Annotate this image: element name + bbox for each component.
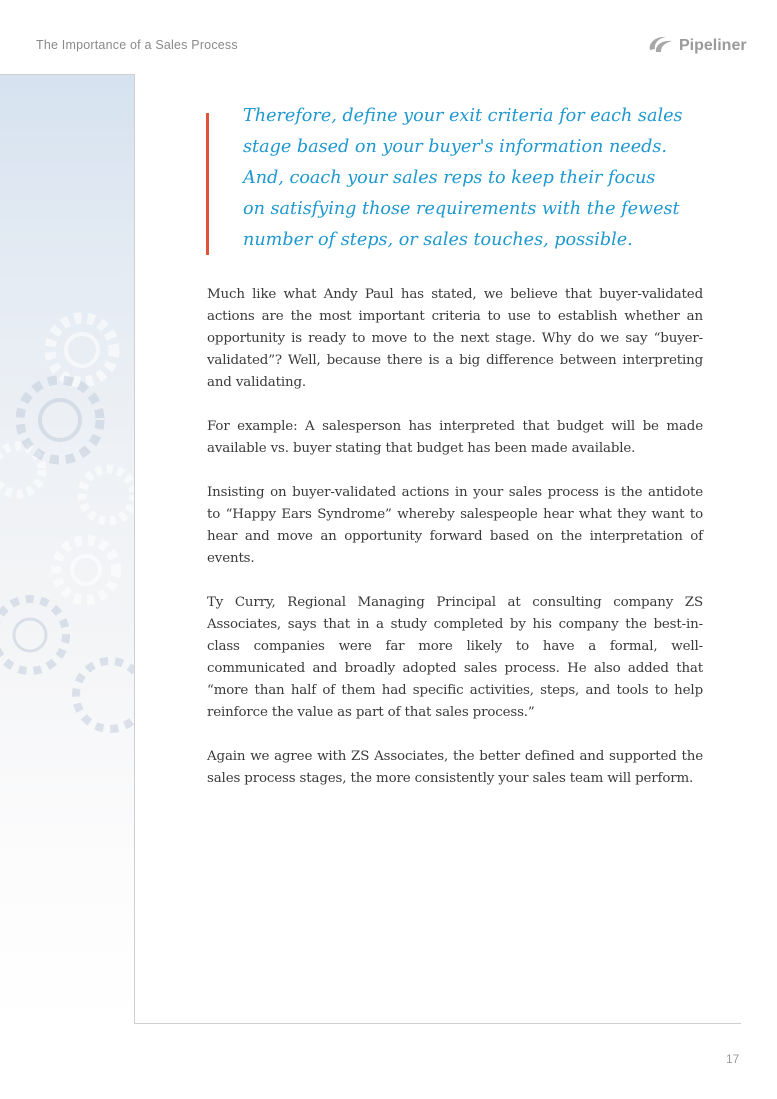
pull-quote-line: number of steps, or sales touches, possible. — [243, 230, 633, 250]
logo-text: Pipeliner — [679, 37, 747, 54]
pull-quote-line: on satisfying those requirements with the fewest — [243, 199, 680, 219]
running-header-title: The Importance of a Sales Process — [36, 38, 238, 52]
body-text — [207, 284, 703, 812]
pull-quote-line: Therefore, define your exit criteria for each sales — [243, 106, 683, 126]
pull-quote — [243, 101, 713, 256]
pull-quote-accent-bar — [206, 113, 209, 255]
body-paragraph: Again we agree with ZS Associates, the better defined and supported the sales process stages, the more consistently your sales team will perform. — [207, 749, 703, 786]
frame-divider-bottom — [134, 1023, 741, 1024]
pipeliner-logo — [646, 33, 747, 59]
body-paragraph: Ty Curry, Regional Managing Principal at consulting company ZS Associates, says that in a study completed by his company the best-in-class companies were far more likely to have a formal, well-communicated and broadly adopted sales process. He also added that “more than half of them had specific activities, steps, and tools to help reinforce the value as part of that sales process.” — [207, 595, 703, 720]
decorative-gears-image — [0, 75, 134, 1025]
frame-divider-left — [134, 74, 135, 1024]
page-number: 17 — [726, 1052, 740, 1066]
body-paragraph: Much like what Andy Paul has stated, we believe that buyer-validated actions are the most important criteria to use to establish whether an opportunity is ready to move to the next stage. Why do we say “buyer-validated”? Well, because there is a big difference between interpreting and validating. — [207, 287, 703, 390]
body-paragraph: Insisting on buyer-validated actions in your sales process is the antidote to “Happy Ears Syndrome” whereby salespeople hear what they want to hear and move an opportunity forward based on the interpretation of events. — [207, 485, 703, 566]
pull-quote-line: stage based on your buyer's information needs. — [243, 137, 667, 157]
pull-quote-line: And, coach your sales reps to keep their focus — [243, 168, 656, 188]
body-paragraph: For example: A salesperson has interpreted that budget will be made available vs. buyer stating that budget has been made available. — [207, 419, 703, 456]
pipeliner-swoosh-icon — [646, 33, 674, 59]
